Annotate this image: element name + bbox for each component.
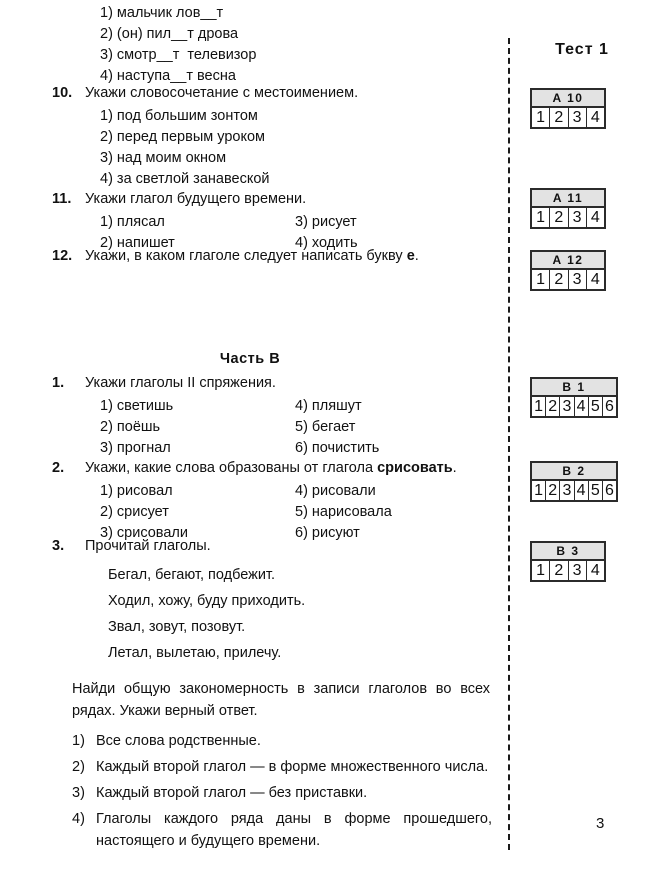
option[interactable]: 3) смотр__т телевизор — [100, 47, 257, 63]
option-column-right — [295, 396, 379, 459]
option[interactable]: 1) под большим зонтом — [100, 108, 258, 124]
answer-cell[interactable]: 1 — [532, 108, 550, 127]
question-12-head — [0, 246, 500, 266]
test-title: Тест 1 — [555, 41, 609, 58]
option[interactable]: 3) рисует — [295, 214, 357, 230]
answer-box-a11[interactable] — [530, 188, 606, 229]
option[interactable]: 3) срисовали — [100, 525, 188, 541]
question-11-number: 11. — [52, 191, 72, 207]
answer-cell[interactable]: 2 — [546, 397, 560, 416]
question-10-stem: Укажи словосочетание с местоимением. — [85, 85, 359, 101]
option-column-left — [100, 481, 188, 544]
answer-cell[interactable]: 3 — [560, 481, 574, 500]
answer-cell[interactable]: 4 — [590, 562, 600, 579]
question-11-head — [0, 189, 500, 209]
answer-cell[interactable]: 1 — [532, 397, 546, 416]
option[interactable] — [72, 756, 492, 778]
answer-cell[interactable]: 4 — [575, 481, 589, 500]
option[interactable]: 4) ходить — [295, 235, 358, 251]
option-marker: 1) — [72, 733, 85, 749]
part-b-question-2-number: 2. — [52, 460, 65, 476]
question-10-number: 10. — [52, 85, 73, 101]
option-text: Все слова родственные. — [96, 733, 261, 749]
answer-cell[interactable]: 1 — [532, 561, 550, 580]
answer-cells — [532, 481, 616, 500]
vertical-dashed-divider — [508, 38, 510, 850]
answer-cell[interactable]: 2 — [550, 561, 568, 580]
part-b-question-1-stem: Укажи глаголы II спряжения. — [85, 375, 276, 391]
part-b-question-2-stem-bold: срисовать — [377, 460, 453, 476]
verb-line: Ходил, хожу, буду приходить. — [108, 593, 306, 609]
answer-cell[interactable]: 2 — [550, 108, 568, 127]
option[interactable]: 6) почистить — [295, 440, 380, 456]
question-10 — [0, 83, 500, 190]
option[interactable]: 2) срисует — [100, 504, 169, 520]
part-b-question-3-head — [0, 536, 500, 556]
option[interactable]: 1) плясал — [100, 214, 165, 230]
answer-cell[interactable]: 6 — [604, 398, 614, 415]
option-text: Каждый второй глагол — в форме множественного числа. — [96, 759, 489, 775]
question-3-prompt: Найди общую закономерность в записи глаголов во всех рядах. Укажи верный ответ. — [72, 681, 490, 719]
answer-box-label: A 10 — [532, 90, 604, 108]
option[interactable]: 6) рисуют — [295, 525, 360, 541]
option[interactable]: 4) за светлой занавеской — [100, 171, 270, 187]
answer-box-b2[interactable] — [530, 461, 618, 502]
question-3-prompt-options — [0, 730, 500, 852]
answer-box-label: A 11 — [532, 190, 604, 208]
question-12-stem-bold: е — [406, 248, 415, 264]
answer-cell[interactable]: 1 — [532, 481, 546, 500]
part-b-question-2 — [0, 458, 500, 547]
verb-line: Летал, вылетаю, прилечу. — [108, 645, 282, 661]
answer-cell[interactable]: 4 — [590, 271, 600, 288]
answer-cell[interactable]: 4 — [590, 109, 600, 126]
answer-cell[interactable]: 3 — [560, 397, 574, 416]
part-b-heading: Часть В — [219, 351, 281, 367]
part-b-question-2-stem-post: . — [452, 460, 457, 476]
part-b-question-3-stem: Прочитай глаголы. — [85, 538, 211, 554]
answer-box-label: B 2 — [532, 463, 616, 481]
option[interactable] — [72, 808, 492, 852]
answer-cell[interactable]: 3 — [569, 561, 587, 580]
option[interactable] — [72, 782, 492, 804]
answer-cell[interactable]: 4 — [575, 397, 589, 416]
part-b-question-1 — [0, 373, 500, 462]
answer-box-b3[interactable] — [530, 541, 606, 582]
answer-cell[interactable]: 3 — [569, 270, 587, 289]
part-b-question-1-number: 1. — [52, 375, 65, 391]
answer-cell[interactable]: 1 — [532, 208, 550, 227]
answer-cell[interactable]: 6 — [604, 482, 614, 499]
answer-cell[interactable]: 5 — [589, 397, 603, 416]
option[interactable]: 2) поёшь — [100, 419, 161, 435]
option[interactable]: 3) прогнал — [100, 440, 171, 456]
answer-cell[interactable]: 2 — [550, 208, 568, 227]
answer-cells — [532, 208, 604, 227]
option[interactable]: 4) рисовали — [295, 483, 376, 499]
answer-cell[interactable]: 1 — [532, 270, 550, 289]
option[interactable] — [72, 730, 492, 752]
part-b-question-3-number: 3. — [52, 538, 65, 554]
answer-cell[interactable]: 5 — [589, 481, 603, 500]
question-10-options — [0, 106, 500, 190]
verb-lines — [0, 562, 500, 666]
answer-box-a10[interactable] — [530, 88, 606, 129]
option[interactable]: 5) нарисовала — [295, 504, 392, 520]
option-marker: 4) — [72, 811, 85, 827]
question-12-stem-post: . — [414, 248, 419, 264]
answer-box-b1[interactable] — [530, 377, 618, 418]
answer-box-label: B 1 — [532, 379, 616, 397]
option-column-left — [100, 396, 173, 459]
answer-cell[interactable]: 2 — [546, 481, 560, 500]
question-12-number: 12. — [52, 248, 73, 264]
answer-box-a12[interactable] — [530, 250, 606, 291]
answer-cell[interactable]: 2 — [550, 270, 568, 289]
answer-cells — [532, 561, 604, 580]
option[interactable]: 1) светишь — [100, 398, 174, 414]
part-b-question-2-stem-pre: Укажи, какие слова образованы от глагола — [85, 460, 378, 476]
question-11-stem: Укажи глагол будущего времени. — [85, 191, 307, 207]
option-marker: 3) — [72, 785, 85, 801]
verb-line: Звал, зовут, позовут. — [108, 619, 246, 635]
page-number: 3 — [596, 815, 605, 832]
part-b-question-1-head — [0, 373, 500, 393]
answer-cell[interactable]: 3 — [569, 208, 587, 227]
option-text: Глаголы каждого ряда даны в форме прошедшего, настоящего и будущего времени. — [96, 811, 492, 849]
answer-box-label: A 12 — [532, 252, 604, 270]
answer-cells — [532, 397, 616, 416]
option[interactable]: 1) мальчик лов__т — [100, 5, 224, 21]
part-b-question-2-stem — [85, 460, 457, 476]
answer-cell[interactable]: 4 — [590, 209, 600, 226]
option[interactable]: 2) перед первым уроком — [100, 129, 265, 145]
question-12-stem — [85, 248, 419, 264]
option[interactable]: 3) над моим окном — [100, 150, 227, 166]
option[interactable]: 4) наступа__т весна — [100, 68, 236, 84]
question-12-stem-pre: Укажи, в каком глаголе следует написать букву — [85, 248, 407, 264]
option[interactable]: 5) бегает — [295, 419, 356, 435]
option-column-right — [295, 481, 392, 544]
answer-cells — [532, 270, 604, 289]
option[interactable]: 4) пляшут — [295, 398, 362, 414]
option[interactable]: 2) напишет — [100, 235, 175, 251]
part-b-question-2-head — [0, 458, 500, 478]
option[interactable]: 1) рисовал — [100, 483, 173, 499]
option-marker: 2) — [72, 759, 85, 775]
answer-cells — [532, 108, 604, 127]
option-text: Каждый второй глагол — без приставки. — [96, 785, 368, 801]
answer-box-label: B 3 — [532, 543, 604, 561]
verb-line: Бегал, бегают, подбежит. — [108, 567, 275, 583]
part-b-question-1-options — [0, 396, 500, 462]
question-12 — [0, 246, 500, 266]
answer-cell[interactable]: 3 — [569, 108, 587, 127]
question-10-head — [0, 83, 500, 103]
option[interactable]: 2) (он) пил__т дрова — [100, 26, 239, 42]
part-b-question-3 — [0, 536, 500, 852]
